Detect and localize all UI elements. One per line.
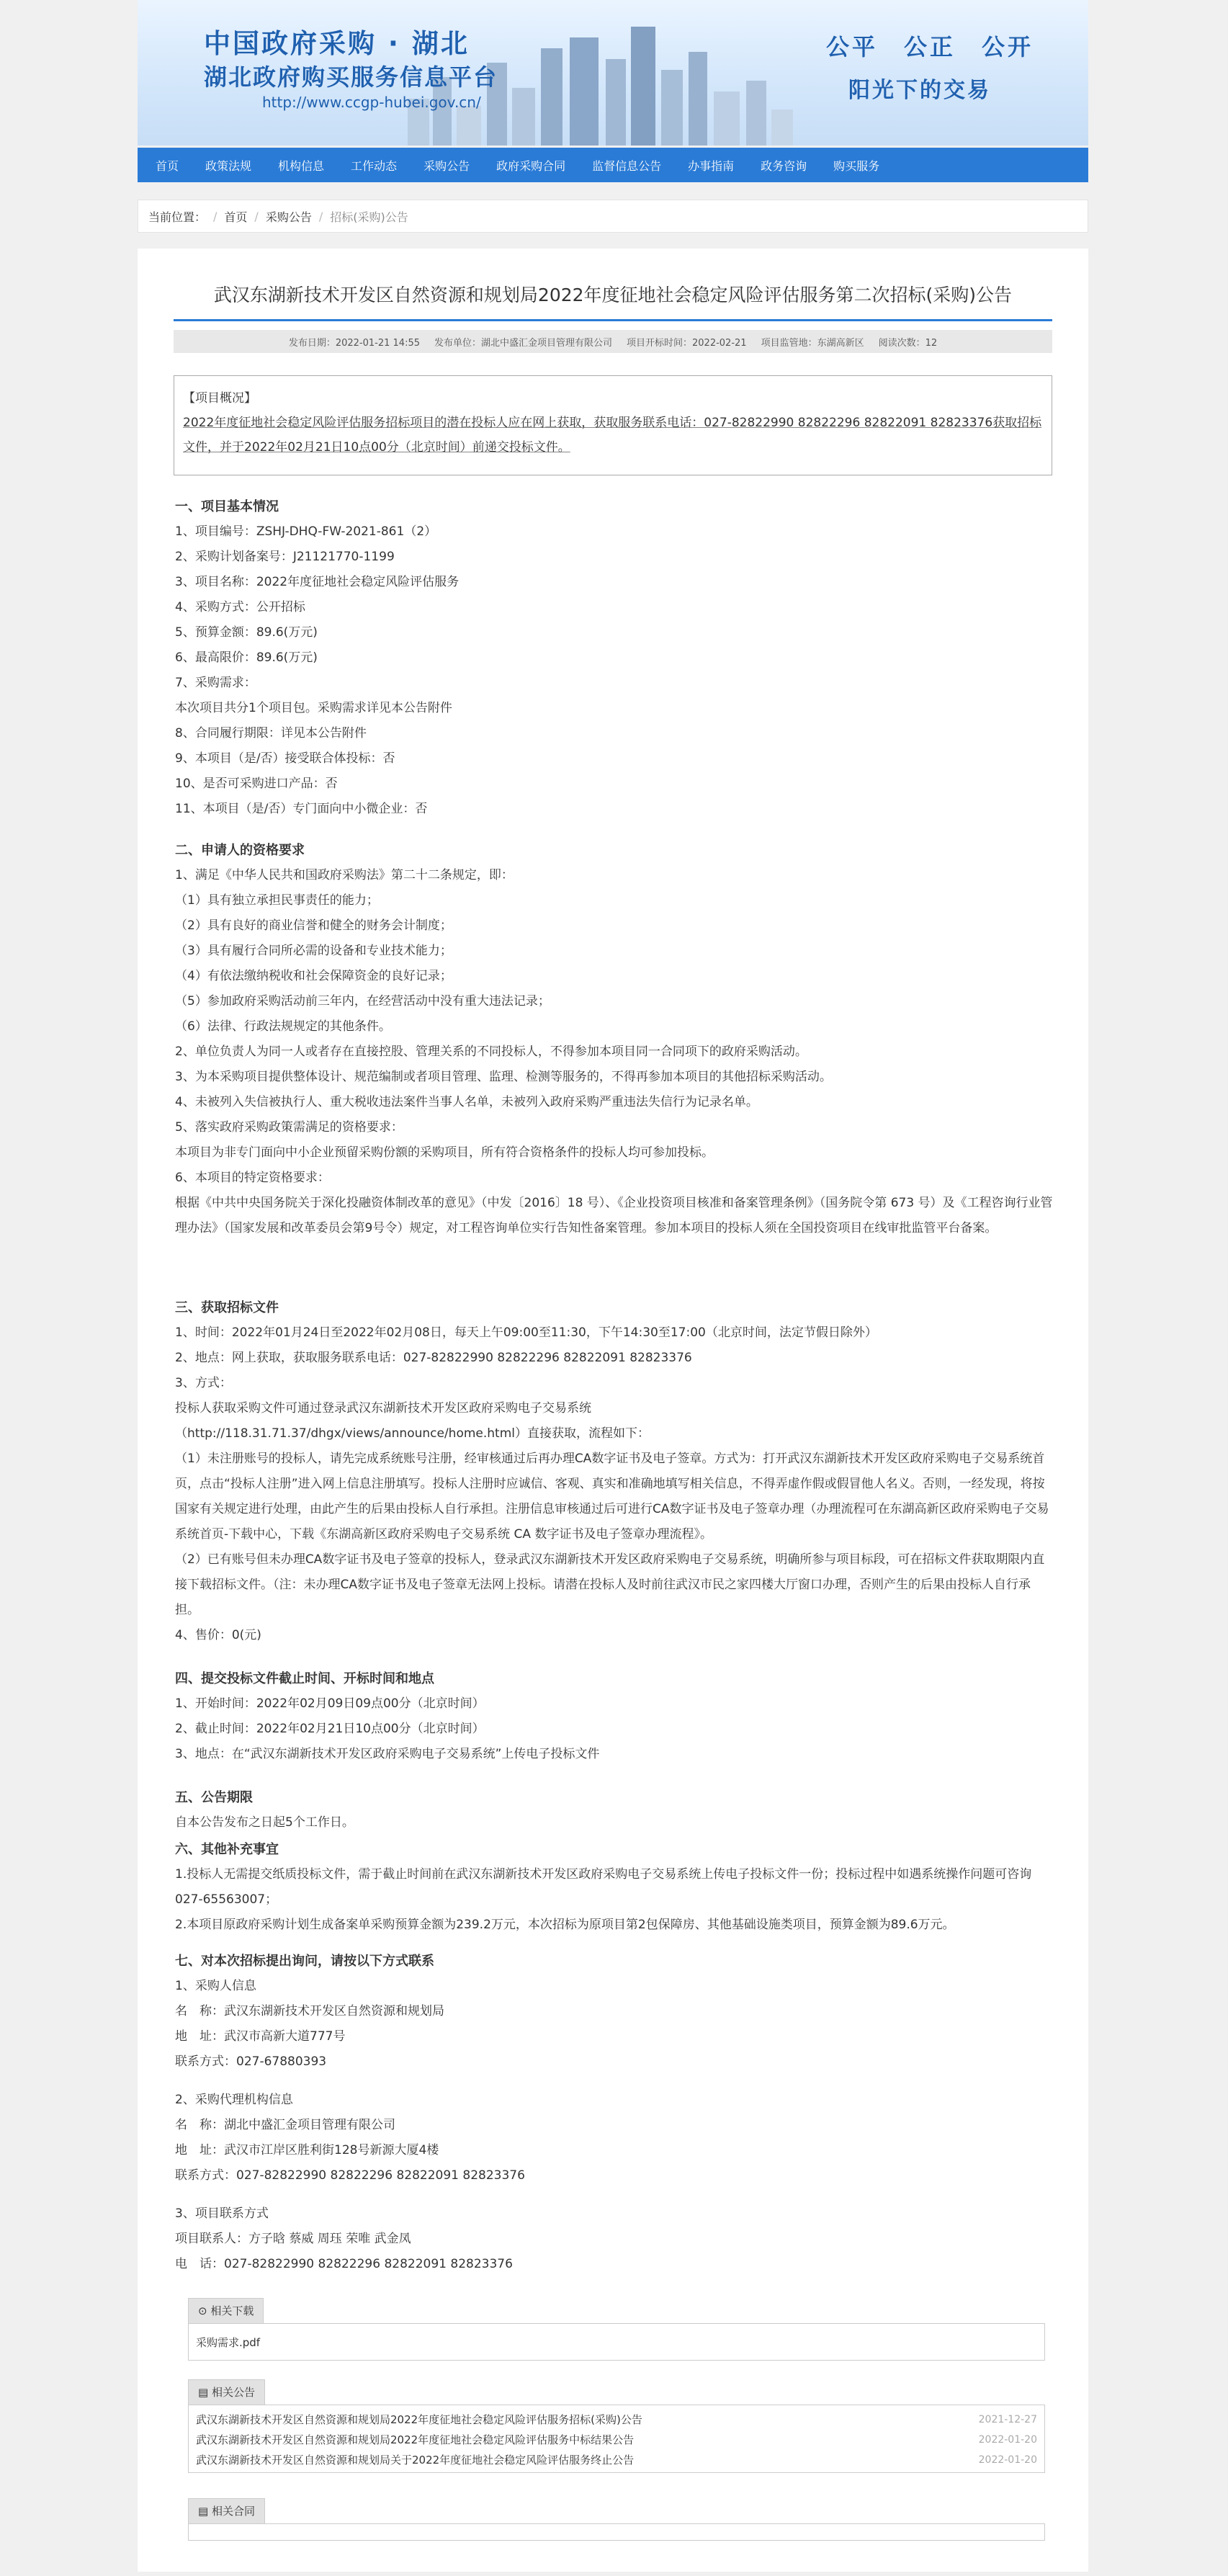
section-line: 3、项目名称：2022年度征地社会稳定风险评估服务 <box>175 575 460 589</box>
section-line: 地 址：武汉市高新大道777号 <box>175 2029 346 2044</box>
section-contacts <box>175 1949 1054 2277</box>
article-meta <box>174 330 1052 353</box>
section-heading: 三、获取招标文件 <box>175 1300 279 1315</box>
project-overview-box <box>174 375 1052 475</box>
nav-item[interactable]: 政务咨询 <box>761 158 807 173</box>
main-nav <box>138 148 1088 182</box>
site-url[interactable]: http://www.ccgp-hubei.gov.cn/ <box>262 94 481 111</box>
overview-title: 【项目概况】 <box>183 391 256 406</box>
downloads-tab[interactable]: ⊙ 相关下载 <box>188 2298 264 2323</box>
nav-item[interactable]: 政策法规 <box>205 158 252 173</box>
section-line: 投标人获取采购文件可通过登录武汉东湖新技术开发区政府采购电子交易系统 <box>175 1401 591 1416</box>
section-line: 地 址：武汉市江岸区胜利街128号新源大厦4楼 <box>175 2143 439 2157</box>
section-line: 2、截止时间：2022年02月21日10点00分（北京时间） <box>175 1722 485 1736</box>
section-announcement-period <box>175 1785 1054 1835</box>
section-line: 4、采购方式：公开招标 <box>175 600 305 614</box>
section-line: 1、开始时间：2022年02月09日09点00分（北京时间） <box>175 1696 485 1711</box>
nav-item[interactable]: 工作动态 <box>351 158 398 173</box>
section-deadline <box>175 1666 1054 1767</box>
section-line: 3、地点：在“武汉东湖新技术开发区政府采购电子交易系统”上传电子投标文件 <box>175 1747 600 1761</box>
site-title-line2: 湖北政府购买服务信息平台 <box>204 63 498 91</box>
section-line: 名 称：湖北中盛汇金项目管理有限公司 <box>175 2118 395 2132</box>
section-line: （4）有依法缴纳税收和社会保障资金的良好记录； <box>175 969 452 983</box>
breadcrumb-notices[interactable]: 采购公告 <box>265 210 312 224</box>
section-line: （5）参加政府采购活动前三年内，在经营活动中没有重大违法记录； <box>175 994 550 1009</box>
section-line: （2）具有良好的商业信誉和健全的财务会计制度； <box>175 918 452 933</box>
section-line: 本次项目共分1个项目包。采购需求详见本公告附件 <box>175 701 452 715</box>
section-heading: 五、公告期限 <box>175 1790 253 1805</box>
section-line: 联系方式：027-67880393 <box>175 2054 327 2069</box>
section-line: 2、采购代理机构信息 <box>175 2093 293 2107</box>
section-line: （2）已有账号但未办理CA数字证书及电子签章的投标人，登录武汉东湖新技术开发区政府采购电子交易系统，明确所参与项目标段，可在招标文件获取期限内直接下载招标文件。（注：未办理CA数字证书及电子签章无法网上投标。请潜在投标人及时前往武汉市民之家四楼大厅窗口办理，否则产生的后果由投标人自行承担。 <box>175 1552 1045 1617</box>
section-basic-info <box>175 494 1054 822</box>
slogan-line2: 阳光下的交易 <box>848 78 991 103</box>
section-line: 6、本项目的特定资格要求： <box>175 1171 330 1185</box>
section-qualifications <box>175 838 1054 1241</box>
article-title: 武汉东湖新技术开发区自然资源和规划局2022年度征地社会稳定风险评估服务第二次招标(采购)公告 <box>213 285 1013 305</box>
section-heading: 七、对本次招标提出询问，请按以下方式联系 <box>175 1954 434 1969</box>
section-line: 4、未被列入失信被执行人、重大税收违法案件当事人名单，未被列入政府采购严重违法失信行为记录名单。 <box>175 1095 758 1109</box>
section-heading: 六、其他补充事宜 <box>175 1842 279 1857</box>
section-line: 2、地点：网上获取，获取服务联系电话：027-82822990 82822296 82822091 82823376 <box>175 1351 692 1365</box>
nav-item[interactable]: 购买服务 <box>833 158 880 173</box>
downloads-body <box>188 2323 1045 2361</box>
section-line: 自本公告发布之日起5个工作日。 <box>175 1815 354 1830</box>
meta-publisher: 发布单位：湖北中盛汇金项目管理有限公司 <box>434 337 613 349</box>
site-header <box>138 0 1088 146</box>
section-line: 7、采购需求： <box>175 676 256 690</box>
breadcrumb-separator: / <box>213 209 218 223</box>
section-line: 6、最高限价：89.6(万元) <box>175 650 318 665</box>
section-line: 1、采购人信息 <box>175 1979 256 1993</box>
section-line: 3、项目联系方式 <box>175 2206 269 2221</box>
nav-item[interactable]: 机构信息 <box>278 158 325 173</box>
section-line: 5、预算金额：89.6(万元) <box>175 625 318 640</box>
section-line <box>175 2075 1054 2088</box>
section-supplementary <box>175 1837 1054 1938</box>
section-line: 1.投标人无需提交纸质投标文件，需于截止时间前在武汉东湖新技术开发区政府采购电子交易系统上传电子投标文件一份；投标过程中如遇系统操作问题可咨询027-65563007； <box>175 1867 1032 1907</box>
nav-item[interactable]: 办事指南 <box>688 158 735 173</box>
section-line: 2、单位负责人为同一人或者存在直接控股、管理关系的不同投标人，不得参加本项目同一合同项下的政府采购活动。 <box>175 1045 807 1059</box>
section-heading: 一、项目基本情况 <box>175 499 279 514</box>
breadcrumb-label: 当前位置： <box>148 210 207 224</box>
section-line: 3、为本采购项目提供整体设计、规范编制或者项目管理、监理、检测等服务的，不得再参加本项目的其他招标采购活动。 <box>175 1070 832 1084</box>
section-line: 4、售价：0(元) <box>175 1628 261 1642</box>
breadcrumb-separator: / <box>254 209 259 223</box>
section-line: 电 话：027-82822990 82822296 82822091 82823376 <box>175 2257 513 2271</box>
section-line: 2.本项目原政府采购计划生成备案单采购预算金额为239.2万元，本次招标为原项目第2包保障房、其他基础设施类项目，预算金额为89.6万元。 <box>175 1918 955 1932</box>
section-line: 8、合同履行期限：详见本公告附件 <box>175 726 367 741</box>
section-line: 根据《中共中央国务院关于深化投融资体制改革的意见》（中发〔2016〕18 号）、《企业投资项目核准和备案管理条例》（国务院令第 673 号）及《工程咨询行业管理办法》（国家发展和改革委员会第9号令）规定，对工程咨询单位实行告知性备案管理。参加本项目的投标人须在全国投资项目在线审批监管平台备案。 <box>175 1196 1053 1235</box>
related-notice-item[interactable]: 武汉东湖新技术开发区自然资源和规划局关于2022年度征地社会稳定风险评估服务终止公告 2022-01-20 <box>196 2454 1037 2467</box>
section-line: 名 称：武汉东湖新技术开发区自然资源和规划局 <box>175 2004 444 2018</box>
slogan-line1: 公平 公正 公开 <box>826 33 1034 61</box>
section-line: （http://118.31.71.37/dhgx/views/announce/home.html）直接获取，流程如下： <box>175 1426 650 1441</box>
section-heading: 二、申请人的资格要求 <box>175 843 305 858</box>
section-line: 3、方式： <box>175 1376 232 1390</box>
related-notice-item[interactable]: 武汉东湖新技术开发区自然资源和规划局2022年度征地社会稳定风险评估服务招标(采购)公告 2021-12-27 <box>196 2413 1037 2426</box>
download-file-link[interactable]: 采购需求.pdf <box>196 2335 261 2349</box>
section-heading: 四、提交投标文件截止时间、开标时间和地点 <box>175 1671 434 1686</box>
meta-publish-date: 发布日期：2022-01-21 14:55 <box>288 337 420 349</box>
download-icon: ⊙ <box>198 2304 211 2317</box>
title-divider <box>174 319 1052 321</box>
site-title-line1: 中国政府采购 · 湖北 <box>204 28 470 59</box>
breadcrumb-home[interactable]: 首页 <box>224 210 248 224</box>
related-notices-panel <box>188 2379 1045 2473</box>
related-contracts-body <box>188 2523 1045 2541</box>
section-line: （1）具有独立承担民事责任的能力； <box>175 893 379 908</box>
overview-text: 2022年度征地社会稳定风险评估服务招标项目的潜在投标人应在网上获取，获取服务联系电话：027-82822990 82822296 82822091 82823376获取招标文件，并于2022年02月21日10点00分（北京时间）前递交投标文件。 <box>183 416 1042 455</box>
meta-read-count: 阅读次数：12 <box>878 337 938 349</box>
section-line: （3）具有履行合同所必需的设备和专业技术能力； <box>175 944 452 958</box>
section-line: 本项目为非专门面向中小企业预留采购份额的采购项目，所有符合资格条件的投标人均可参加投标。 <box>175 1145 714 1160</box>
related-contracts-tab[interactable]: ▤ 相关合同 <box>188 2498 265 2523</box>
section-line: 2、采购计划备案号：J21121770-1199 <box>175 550 395 564</box>
related-notices-body <box>188 2405 1045 2473</box>
section-line: 项目联系人：方子晗 蔡威 周珏 荣唯 武金凤 <box>175 2232 411 2246</box>
article-container <box>138 249 1088 2572</box>
nav-item[interactable]: 监督信息公告 <box>592 158 662 173</box>
section-line: 1、项目编号：ZSHJ-DHQ-FW-2021-861（2） <box>175 524 437 539</box>
downloads-panel <box>188 2298 1045 2361</box>
section-line: 10、是否可采购进口产品：否 <box>175 777 338 791</box>
section-line: 9、本项目（是/否）接受联合体投标：否 <box>175 751 395 766</box>
nav-item[interactable]: 政府采购合同 <box>496 158 566 173</box>
section-line: 5、落实政府采购政策需满足的资格要求： <box>175 1120 403 1135</box>
list-icon: ▤ <box>198 2505 212 2518</box>
related-notices-tab[interactable]: ▤ 相关公告 <box>188 2379 265 2405</box>
section-line: （1）未注册账号的投标人，请先完成系统账号注册，经审核通过后再办理CA数字证书及电子签章。方式为：打开武汉东湖新技术开发区政府采购电子交易系统首页，点击“投标人注册”进入网上信息注册填写。投标人注册时应诚信、客观、真实和准确地填写相关信息，不得弄虚作假或假冒他人名义。否则，一经发现，将按国家有关规定进行处理，由此产生的后果由投标人自行承担。注册信息审核通过后可进行CA数字证书及电子签章办理（办理流程可在东湖高新区政府采购电子交易系统首页-下载中心，下载《东湖高新区政府采购电子交易系统 CA 数字证书及电子签章办理流程》。 <box>175 1452 1049 1542</box>
section-line: 11、本项目（是/否）专门面向中小微企业：否 <box>175 802 428 816</box>
meta-region: 项目监管地：东湖高新区 <box>761 337 864 349</box>
section-line: 1、满足《中华人民共和国政府采购法》第二十二条规定，即： <box>175 868 514 882</box>
nav-item[interactable]: 首页 <box>156 158 179 173</box>
breadcrumb-current: 招标(采购)公告 <box>330 210 408 224</box>
related-contracts-panel <box>188 2498 1045 2541</box>
section-line: 联系方式：027-82822990 82822296 82822091 82823376 <box>175 2168 525 2183</box>
nav-item[interactable]: 采购公告 <box>423 158 470 173</box>
meta-open-date: 项目开标时间：2022-02-21 <box>627 337 747 349</box>
section-get-documents <box>175 1295 1054 1648</box>
section-line: （6）法律、行政法规规定的其他条件。 <box>175 1019 391 1034</box>
breadcrumb <box>138 200 1088 233</box>
list-icon: ▤ <box>198 2386 212 2399</box>
section-line: 1、时间：2022年01月24日至2022年02月08日，每天上午09:00至11:30，下午14:30至17:00（北京时间，法定节假日除外） <box>175 1325 877 1340</box>
section-line <box>175 2188 1054 2201</box>
related-notice-item[interactable]: 武汉东湖新技术开发区自然资源和规划局2022年度征地社会稳定风险评估服务中标结果公告 2022-01-20 <box>196 2433 1037 2446</box>
breadcrumb-separator: / <box>318 209 323 223</box>
